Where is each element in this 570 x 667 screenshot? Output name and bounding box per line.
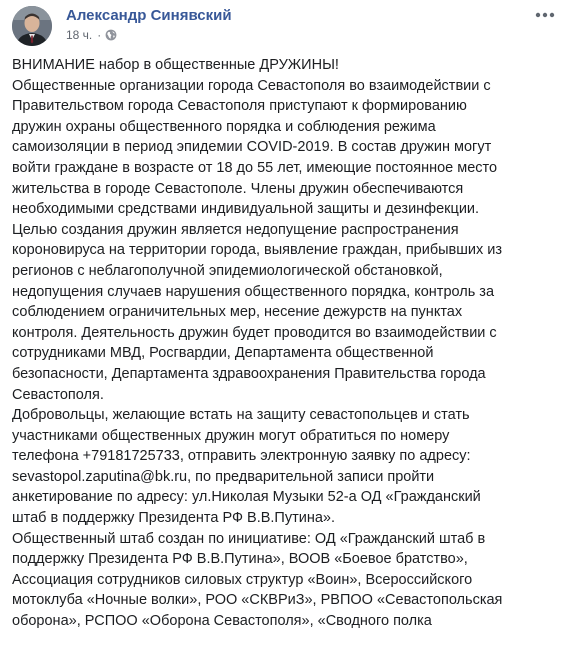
author-name-link[interactable]: Александр Синявский: [66, 7, 232, 24]
post-text-line: Добровольцы, желающие встать на защиту севастопольцев и стать: [12, 407, 470, 424]
post-text-line: регионов с неблагополучной эпидемиологической обстановкой,: [12, 262, 443, 279]
post-text-line: соблюдением ограничительных мер, несение дежурств на пунктах: [12, 304, 463, 321]
post-text-line: войти граждане в возрасте от 18 до 55 лет, имеющие постоянное место: [12, 159, 498, 176]
post-text-line: Целью создания дружин является недопущение распространения: [12, 221, 459, 238]
post-text-line: штаб в поддержку Президента РФ В.В.Путина».: [12, 510, 335, 527]
timestamp-link[interactable]: 18 ч.: [66, 28, 93, 42]
post-text-line: необходимыми средствами индивидуальной защиты и дезинфекции.: [12, 201, 480, 218]
post-text-line: Общественные организации города Севастополя во взаимодействии с: [12, 77, 491, 94]
post-text-line: самоизоляции в период эпидемии COVID-2019. В состав дружин могут: [12, 139, 492, 156]
post-text-line: жительства в городе Севастополе. Члены дружин обеспечиваются: [12, 180, 464, 197]
post-header: [12, 6, 558, 46]
post-text-line: дружин охраны общественного порядка и соблюдения режима: [12, 118, 436, 135]
post-text-line: недопущения случаев нарушения общественного порядка, контроль за: [12, 283, 495, 300]
post-text-line: короновируса на территории города, выявление граждан, прибывших из: [12, 242, 503, 259]
post-text-line: ВНИМАНИЕ набор в общественные ДРУЖИНЫ!: [12, 57, 339, 73]
post-text-line: мотоклуба «Ночные волки», РОО «СКВРиЗ», РВПОО «Севастопольская: [12, 592, 503, 609]
post-text-line: Правительством города Севастополя приступают к формированию: [12, 98, 467, 115]
post-text-line: sevastopol.zaputina@bk.ru, по предварительной записи пройти: [12, 468, 435, 485]
post-text-line: оборона», РСПОО «Оборона Севастополя», «Сводного полка: [12, 613, 432, 630]
post-text-line: участниками общественных дружин могут обратиться по номеру: [12, 427, 450, 444]
post-text-line: сотрудниками МВД, Росгвардии, Департамента общественной: [12, 345, 434, 362]
post-text-line: Общественный штаб создан по инициативе: ОД «Гражданский штаб в: [12, 530, 486, 547]
post-text-line: контроля. Деятельность дружин будет проводится во взаимодействии с: [12, 324, 497, 341]
post-text-line: анкетирование по адресу: ул.Николая Музыки 52-а ОД «Гражданский: [12, 489, 481, 506]
post-text-line: поддержку Президента РФ В.В.Путина», ВООВ «Боевое братство»,: [12, 551, 468, 568]
post-text-line: телефона +79181725733, отправить электронную заявку по адресу:: [12, 448, 471, 465]
more-horizontal-icon[interactable]: [534, 8, 556, 22]
avatar-photo-icon: [12, 6, 52, 46]
post-text-line: Севастополя.: [12, 386, 104, 403]
globe-icon: [105, 29, 117, 41]
post-meta: [66, 28, 117, 42]
avatar[interactable]: [12, 6, 52, 46]
post-body: [12, 55, 558, 632]
post-text-line: Ассоциация сотрудников силовых структур «Воин», Всероссийского: [12, 571, 473, 588]
post-text-line: безопасности, Департамента здравоохранения Правительства города: [12, 365, 486, 382]
meta-separator: ·: [97, 28, 102, 42]
